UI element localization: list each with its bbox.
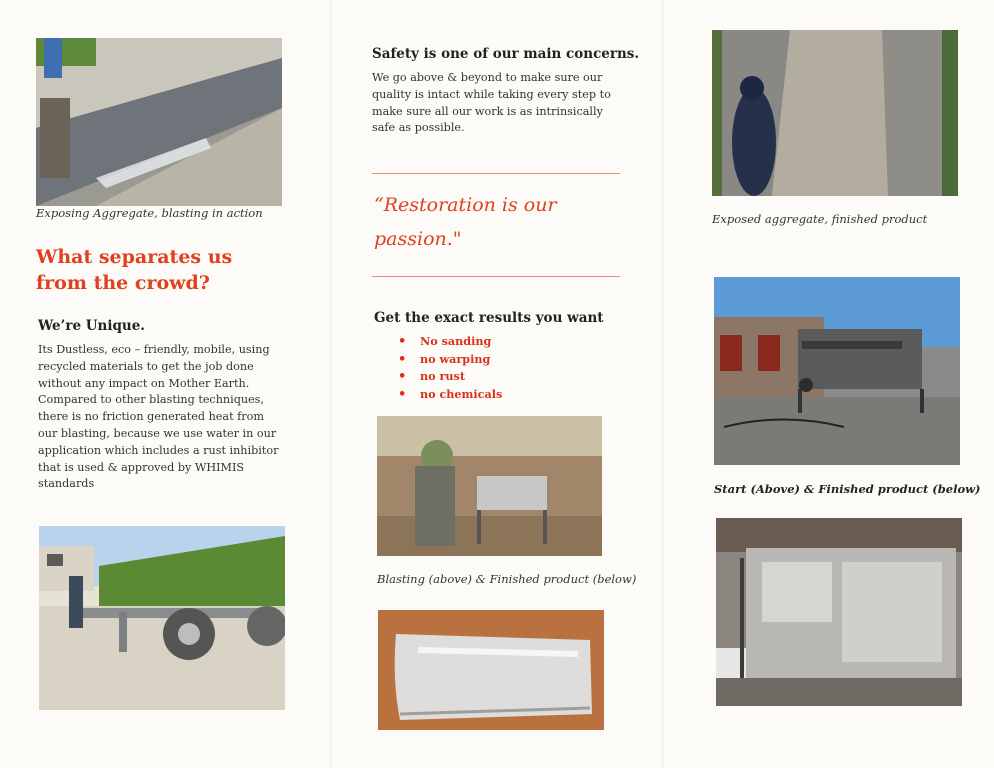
photo-trailer-blasting	[39, 526, 285, 710]
photo-exposed-aggregate-walkway	[712, 30, 958, 196]
list-item: • no chemicals	[374, 386, 574, 404]
photo-finished-panel	[378, 610, 604, 730]
subheading-unique: We’re Unique.	[38, 318, 146, 334]
heading-separates: What separates us from the crowd?	[36, 246, 233, 294]
photo-blasting-booth	[377, 416, 602, 556]
list-item: • no rust	[374, 368, 574, 386]
caption-blasting: Blasting (above) & Finished product (below)	[377, 572, 637, 586]
photo-car-frame-finished	[716, 518, 962, 706]
heading-results: Get the exact results you want	[374, 310, 604, 326]
caption-exposing-aggregate: Exposing Aggregate, blasting in action	[36, 206, 263, 220]
divider-top	[372, 173, 620, 174]
results-list	[374, 333, 574, 403]
body-safety: We go above & beyond to make sure our quality is intact while taking every step to make sure all our work is as intrinsically safe as possible.	[372, 71, 611, 135]
caption-exposed-aggregate: Exposed aggregate, finished product	[712, 212, 928, 226]
list-item: • No sanding	[374, 333, 574, 351]
quote-restoration: “Restoration is our passion."	[374, 194, 557, 250]
panel-fold-right	[662, 0, 664, 768]
list-item: • no warping	[374, 351, 574, 369]
divider-bottom	[372, 276, 620, 277]
photo-exposing-aggregate	[36, 38, 282, 206]
body-unique: Its Dustless, eco – friendly, mobile, using recycled materials to get the job done without any impact on Mother Earth. Compared to other blasting techniques, there is no friction generated heat from our blasting, because we use water in our application which includes a rust inhibitor that is used & approved by WHIMIS standards	[38, 343, 279, 491]
caption-start-finished: Start (Above) & Finished product (below)	[714, 482, 981, 496]
heading-safety: Safety is one of our main concerns.	[372, 46, 640, 62]
photo-car-frame-start	[714, 277, 960, 465]
panel-fold-left	[330, 0, 332, 768]
